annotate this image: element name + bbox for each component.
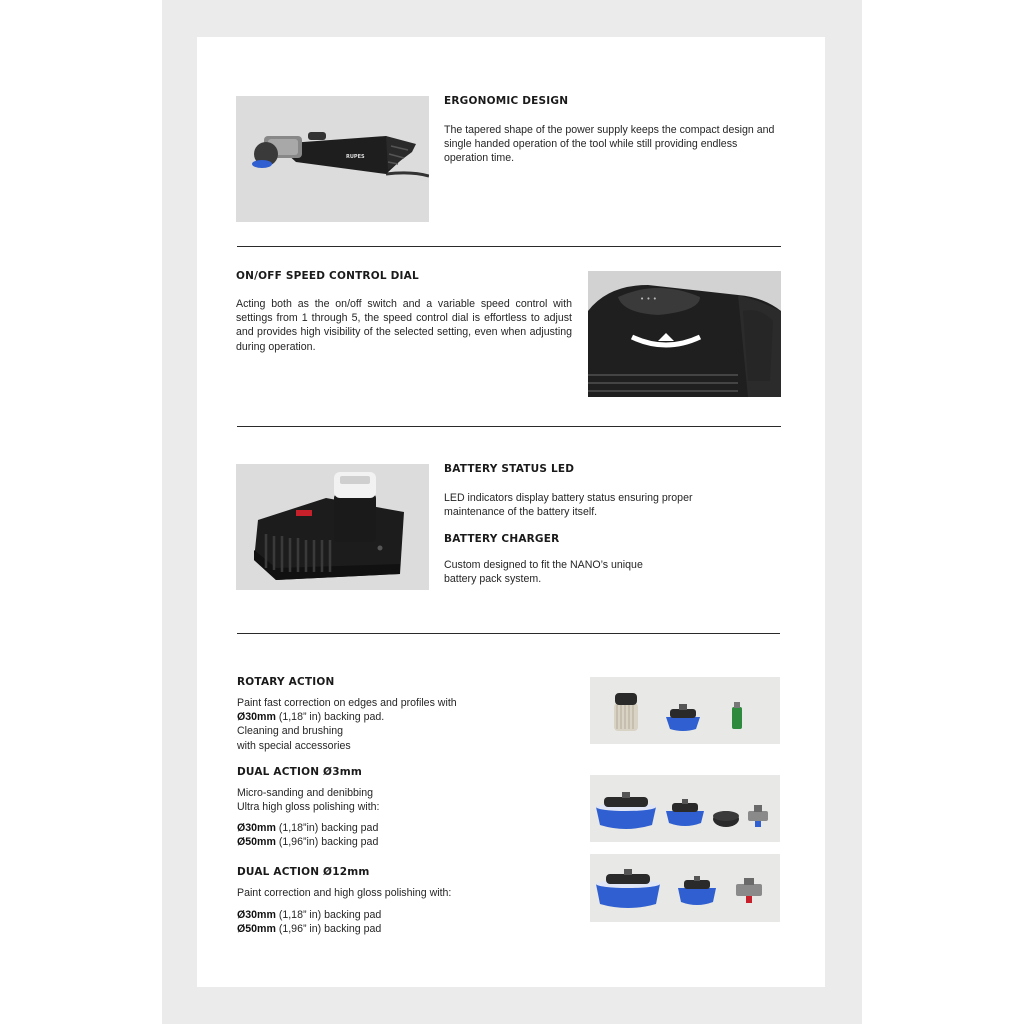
rotary-text-line: Paint fast correction on edges and profiles with	[237, 697, 457, 709]
dual-action-12mm-pads	[237, 908, 557, 936]
rotary-action-text	[237, 696, 557, 753]
rotary-text-line: Cleaning and brushing	[237, 725, 344, 738]
pad-line	[237, 922, 557, 936]
pad-size: Ø30mm	[237, 711, 276, 724]
rotary-text-line	[237, 710, 557, 724]
pad-line	[237, 908, 557, 922]
pad-description: (1,96” in) backing pad	[275, 923, 382, 936]
pad-size: Ø50mm	[237, 923, 276, 936]
dual-action-3mm-pads-image	[590, 775, 780, 842]
ergonomic-design-title: ERGONOMIC DESIGN	[444, 95, 569, 107]
pad-description: (1,18” in) backing pad	[275, 909, 382, 921]
dual-action-3mm-title: DUAL ACTION Ø3mm	[237, 766, 362, 778]
battery-charger-text	[444, 558, 744, 586]
pad-line	[237, 835, 557, 849]
ergonomic-design-text: The tapered shape of the power supply keeps the compact design and single handed operation of the tool while still providing endless operation time.	[444, 124, 775, 165]
section-divider	[237, 426, 781, 427]
pad-line	[237, 821, 557, 835]
speed-dial-text: Acting both as the on/off switch and a variable speed control with settings from 1 through 5, the speed control dial is effortless to adjust and provides high visibility of the selected setting, even when adjusting during operation.	[236, 298, 572, 353]
pad-description: (1,18”in) backing pad	[275, 822, 379, 834]
section-divider	[237, 633, 780, 634]
pad-description: (1,18” in) backing pad.	[275, 711, 385, 724]
rotary-text-line: with special accessories	[237, 739, 351, 752]
dual-action-12mm-text: Paint correction and high gloss polishing with:	[237, 887, 452, 899]
speed-dial-image	[588, 271, 781, 397]
battery-led-title: BATTERY STATUS LED	[444, 463, 575, 475]
svg-text:• • •: • • •	[640, 295, 657, 303]
battery-charger-text-line: battery pack system.	[444, 573, 542, 586]
pad-size: Ø50mm	[237, 836, 276, 849]
polisher-tool-image	[236, 96, 429, 222]
dual-action-3mm-text	[237, 786, 557, 814]
dual3-text-line: Micro-sanding and denibbing	[237, 787, 374, 799]
battery-charger-title: BATTERY CHARGER	[444, 533, 560, 545]
dual-action-12mm-title: DUAL ACTION Ø12mm	[237, 866, 370, 878]
speed-dial-title: ON/OFF SPEED CONTROL DIAL	[236, 270, 419, 282]
battery-charger-text-line: Custom designed to fit the NANO’s unique	[444, 559, 643, 571]
battery-led-text: LED indicators display battery status ensuring proper maintenance of the battery itself.	[444, 492, 693, 519]
rotary-accessories-image	[590, 677, 780, 744]
pad-size: Ø30mm	[237, 822, 276, 834]
brand-logo: RUPES	[346, 154, 365, 160]
dual-action-3mm-pads	[237, 821, 557, 849]
pad-description: (1,96”in) backing pad	[275, 836, 379, 849]
dual3-text-line: Ultra high gloss polishing with:	[237, 801, 380, 814]
pad-size: Ø30mm	[237, 909, 276, 921]
dual-action-12mm-pads-image	[590, 854, 780, 922]
section-divider	[237, 246, 781, 247]
rotary-action-title: ROTARY ACTION	[237, 676, 335, 688]
battery-charger-image	[236, 464, 429, 590]
